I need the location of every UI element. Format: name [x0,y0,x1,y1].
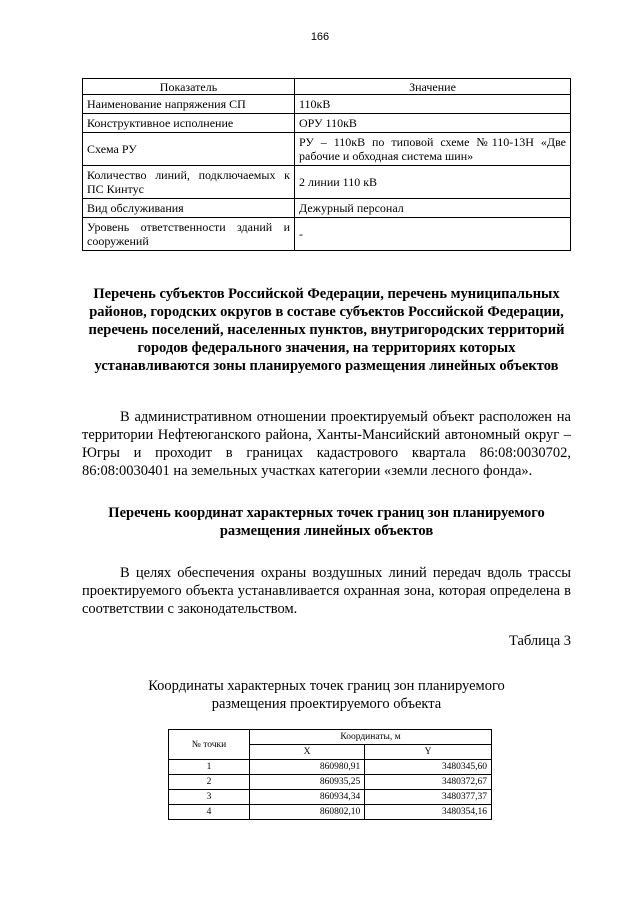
param-cell: Конструктивное исполнение [83,114,295,133]
section-heading-coordinates: Перечень координат характерных точек границ зон планируемого размещения линейных объектов [108,505,545,539]
table-header-row [83,79,571,95]
param-cell: Наименование напряжения СП [83,95,295,114]
header-value: Значение [295,79,571,95]
table-row [169,790,492,805]
table-row [83,133,571,166]
value-cell: Дежурный персонал [295,199,571,218]
point-number: 3 [169,790,250,805]
point-number: 4 [169,805,250,820]
table-row [169,760,492,775]
table-row [169,805,492,820]
page-number: 166 [310,31,330,43]
table-caption-line: Координаты характерных точек границ зон планируемого [148,678,505,694]
value-cell: 2 линии 110 кВ [295,166,571,199]
section-heading-subjects: Перечень субъектов Российской Федерации, перечень муниципальных районов, городских округов в составе субъектов Российской Федерации, перечень поселений, населенных пунктов, внутригородских территорий городов федерального значения, на территориях которых устанавливаются зоны планируемого размещения линейных объектов [88,286,565,374]
value-cell: - [295,218,571,251]
table-header-row [169,730,492,745]
header-y: Y [365,745,492,760]
table-caption-line: размещения проектируемого объекта [211,696,442,712]
point-number: 2 [169,775,250,790]
header-coordinates: Координаты, м [250,730,492,745]
table-caption [82,677,571,713]
table-row [83,95,571,114]
table-row [83,114,571,133]
substation-parameters-table [82,78,571,251]
param-cell: Количество линий, подключаемых к ПС Кинтус [83,166,295,199]
coord-y: 3480377,37 [365,790,492,805]
table-label: Таблица 3 [508,633,571,649]
coord-y: 3480372,67 [365,775,492,790]
table-row [83,199,571,218]
coordinates-table [168,729,492,820]
header-x: X [250,745,365,760]
table-row [83,218,571,251]
coord-x: 860935,25 [250,775,365,790]
header-point-number: № точки [169,730,250,760]
table-row [169,775,492,790]
coord-x: 860980,91 [250,760,365,775]
paragraph-location: В административном отношении проектируемый объект расположен на территории Нефтеюганского района, Ханты-Мансийский автономный округ – Югры и проходит в границах кадастрового квартала 86:08:0030702, 86:08:0030401 на земельных участках категории «земли лесного фонда». [82,409,571,479]
param-cell: Схема РУ [83,133,295,166]
value-cell: РУ – 110кВ по типовой схеме №110-13Н «Две рабочие и обходная система шин» [295,133,571,166]
point-number: 1 [169,760,250,775]
header-parameter: Показатель [83,79,295,95]
coord-x: 860802,10 [250,805,365,820]
coord-x: 860934,34 [250,790,365,805]
coord-y: 3480354,16 [365,805,492,820]
value-cell: 110кВ [295,95,571,114]
param-cell: Вид обслуживания [83,199,295,218]
value-cell: ОРУ 110кВ [295,114,571,133]
param-cell: Уровень ответственности зданий и сооружений [83,218,295,251]
paragraph-protection-zone: В целях обеспечения охраны воздушных линий передач вдоль трассы проектируемого объекта устанавливается охранная зона, которая определена в соответствии с законодательством. [82,565,571,617]
table-row [83,166,571,199]
coord-y: 3480345,60 [365,760,492,775]
